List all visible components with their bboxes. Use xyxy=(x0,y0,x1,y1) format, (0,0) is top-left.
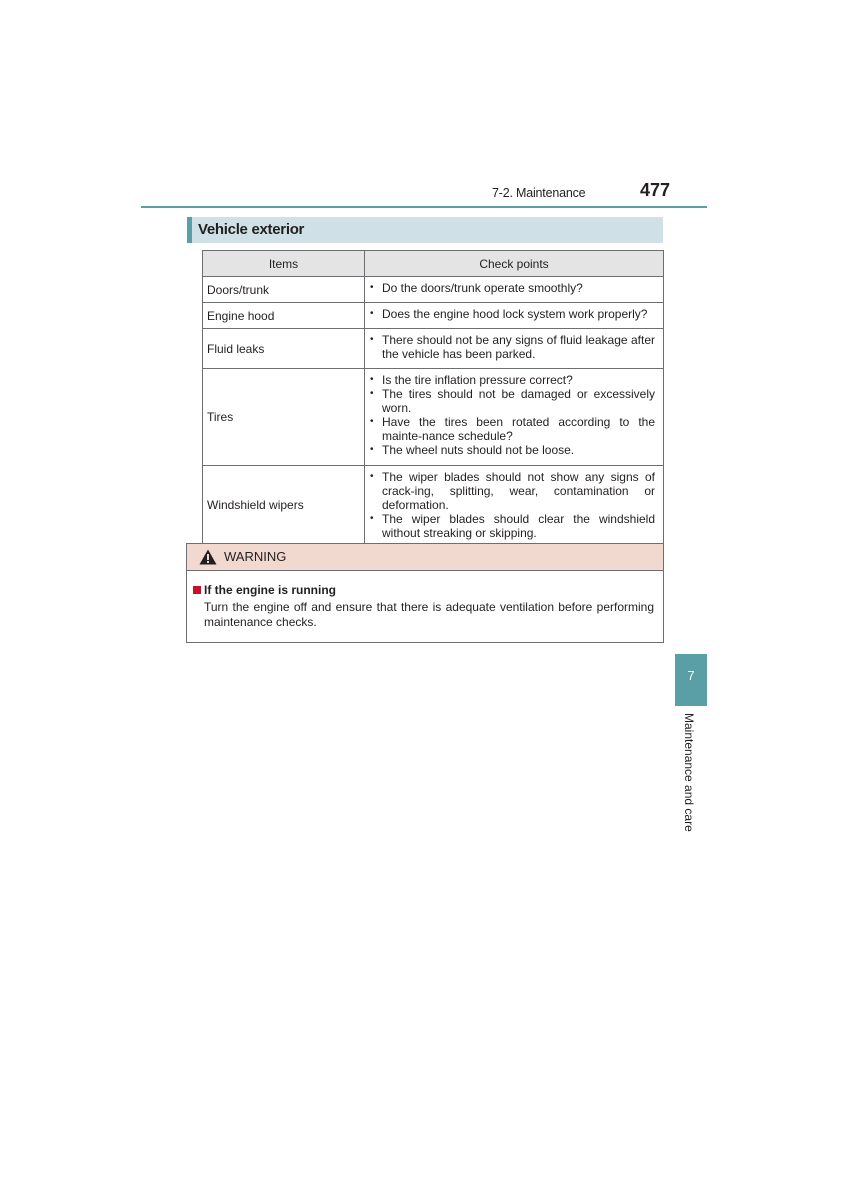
warning-text: Turn the engine off and ensure that there is adequate ventilation before performing maintenance checks. xyxy=(204,600,654,629)
check-point: • Do the doors/trunk operate smoothly? xyxy=(369,281,655,295)
item-cell: Fluid leaks xyxy=(203,329,365,369)
item-cell: Doors/trunk xyxy=(203,277,365,303)
check-point: • Have the tires been rotated according to the mainte-nance schedule? xyxy=(369,415,655,443)
header-section-title: 7-2. Maintenance xyxy=(492,186,586,200)
check-point: • Does the engine hood lock system work properly? xyxy=(369,307,655,321)
check-point: • Is the tire inflation pressure correct? xyxy=(369,373,655,387)
points-cell xyxy=(365,329,664,369)
check-point: • The wiper blades should clear the windshield without streaking or skipping. xyxy=(369,512,655,540)
warning-header xyxy=(187,544,663,571)
check-point: • The tires should not be damaged or excessively worn. xyxy=(369,387,655,415)
table-row xyxy=(203,277,664,303)
points-cell xyxy=(365,277,664,303)
page-number: 477 xyxy=(640,180,671,200)
warning-triangle-icon xyxy=(199,549,217,565)
item-cell: Windshield wipers xyxy=(203,466,365,545)
section-heading-accent xyxy=(187,217,192,243)
check-table xyxy=(202,250,664,545)
warning-title: If the engine is running xyxy=(204,583,336,597)
check-point: • The wiper blades should not show any signs of crack-ing, splitting, wear, contamination or deformation. xyxy=(369,470,655,512)
section-title: Vehicle exterior xyxy=(198,221,305,238)
column-header-check-points: Check points xyxy=(365,251,664,277)
table-row xyxy=(203,303,664,329)
table-row xyxy=(203,329,664,369)
points-cell xyxy=(365,303,664,329)
check-point: • The wheel nuts should not be loose. xyxy=(369,443,655,457)
table-header-row xyxy=(203,251,664,277)
warning-label: WARNING xyxy=(224,549,287,564)
chapter-number: 7 xyxy=(687,668,695,683)
item-cell: Engine hood xyxy=(203,303,365,329)
section-heading xyxy=(187,217,663,243)
column-header-items: Items xyxy=(203,251,365,277)
item-cell: Tires xyxy=(203,369,365,466)
table-row xyxy=(203,466,664,545)
table-row xyxy=(203,369,664,466)
warning-bullet-square xyxy=(193,586,201,594)
points-cell xyxy=(365,466,664,545)
check-point: • There should not be any signs of fluid leakage after the vehicle has been parked. xyxy=(369,333,655,361)
chapter-title-vertical: Maintenance and care xyxy=(682,713,696,832)
warning-box xyxy=(186,543,664,643)
header-divider xyxy=(141,206,707,208)
points-cell xyxy=(365,369,664,466)
chapter-tab xyxy=(675,654,707,706)
